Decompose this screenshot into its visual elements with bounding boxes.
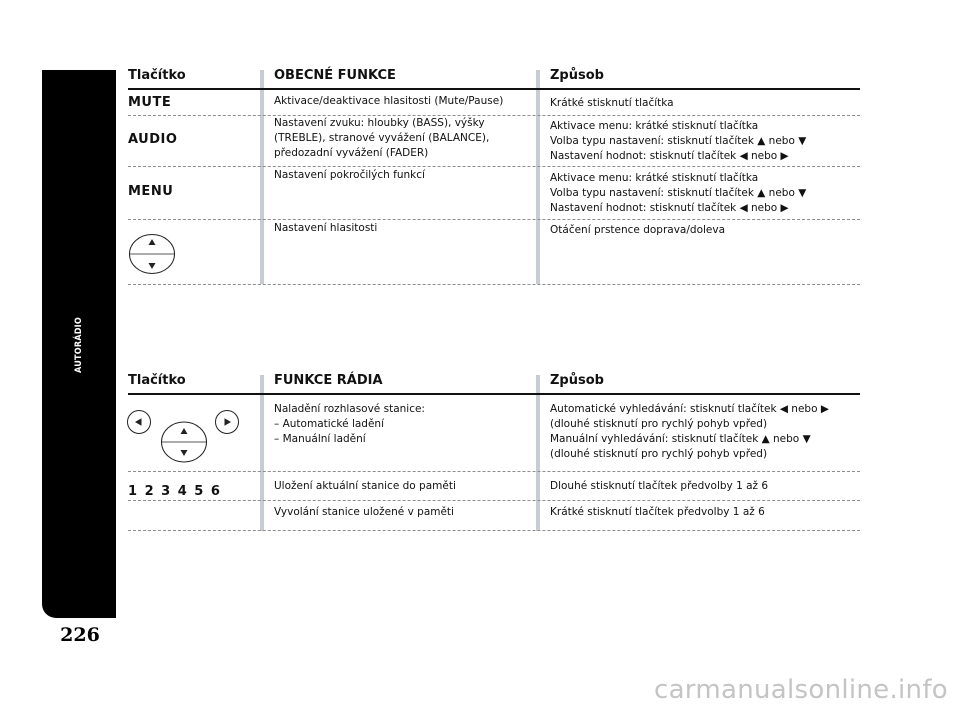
column-divider <box>260 70 264 284</box>
method-cell: Aktivace menu: krátké stisknutí tlačítka Volba typu nastavení: stisknutí tlačítek ▲ nebo ▼ Nastavení hodnot: stisknutí tlačítek ◀ nebo ▶ <box>550 120 807 162</box>
method-cell: Otáčení prstence doprava/doleva <box>550 224 726 236</box>
tuning-buttons-icon <box>126 409 240 469</box>
key-menu: MENU <box>128 184 174 199</box>
function-cell: Aktivace/deaktivace hlasitosti (Mute/Pause) <box>274 95 504 107</box>
key-audio: AUDIO <box>128 132 178 147</box>
row-divider <box>128 284 860 285</box>
watermark: carmanualsonline.info <box>653 675 948 705</box>
page-number: 226 <box>60 624 100 646</box>
row-divider <box>128 166 860 167</box>
function-cell: Naladění rozhlasové stanice: – Automatické ladění – Manuální ladění <box>274 403 425 445</box>
function-cell: Nastavení pokročilých funkcí <box>274 169 425 181</box>
method-cell: Automatické vyhledávání: stisknutí tlačítek ◀ nebo ▶ (dlouhé stisknutí pro rychlý pohyb vpřed) Manuální vyhledávání: stisknutí tlačítek ▲ nebo ▼ (dlouhé stisknutí pro rychlý pohyb vpřed) <box>550 403 829 460</box>
key-presets: 1 2 3 4 5 6 <box>128 484 222 499</box>
header-rule <box>128 393 860 395</box>
header-function: FUNKCE RÁDIA <box>274 373 383 388</box>
column-divider <box>536 375 540 531</box>
row-divider <box>128 500 860 501</box>
method-cell: Dlouhé stisknutí tlačítek předvolby 1 až 6 <box>550 480 769 492</box>
header-method: Způsob <box>550 68 604 83</box>
function-cell: Vyvolání stanice uložené v paměti <box>274 506 454 518</box>
column-divider <box>536 70 540 284</box>
row-divider <box>128 219 860 220</box>
row-divider <box>128 471 860 472</box>
header-function: OBECNÉ FUNKCE <box>274 68 396 83</box>
method-cell: Krátké stisknutí tlačítka <box>550 97 674 109</box>
header-rule <box>128 88 860 90</box>
method-cell: Aktivace menu: krátké stisknutí tlačítka Volba typu nastavení: stisknutí tlačítek ▲ nebo ▼ Nastavení hodnot: stisknutí tlačítek ◀ nebo ▶ <box>550 172 807 214</box>
header-button: Tlačítko <box>128 373 186 388</box>
method-cell: Krátké stisknutí tlačítek předvolby 1 až 6 <box>550 506 765 518</box>
column-divider <box>260 375 264 531</box>
function-cell: Nastavení hlasitosti <box>274 222 378 234</box>
sidebar-label: AUTORÁDIO <box>74 317 84 373</box>
row-divider <box>128 530 860 531</box>
volume-ring-icon <box>128 233 176 275</box>
function-cell: Uložení aktuální stanice do paměti <box>274 480 456 492</box>
row-divider <box>128 115 860 116</box>
function-cell: Nastavení zvuku: hloubky (BASS), výšky (TREBLE), stranové vyvážení (BALANCE), předozadní vyvážení (FADER) <box>274 117 490 159</box>
key-mute: MUTE <box>128 95 172 110</box>
header-button: Tlačítko <box>128 68 186 83</box>
header-method: Způsob <box>550 373 604 388</box>
